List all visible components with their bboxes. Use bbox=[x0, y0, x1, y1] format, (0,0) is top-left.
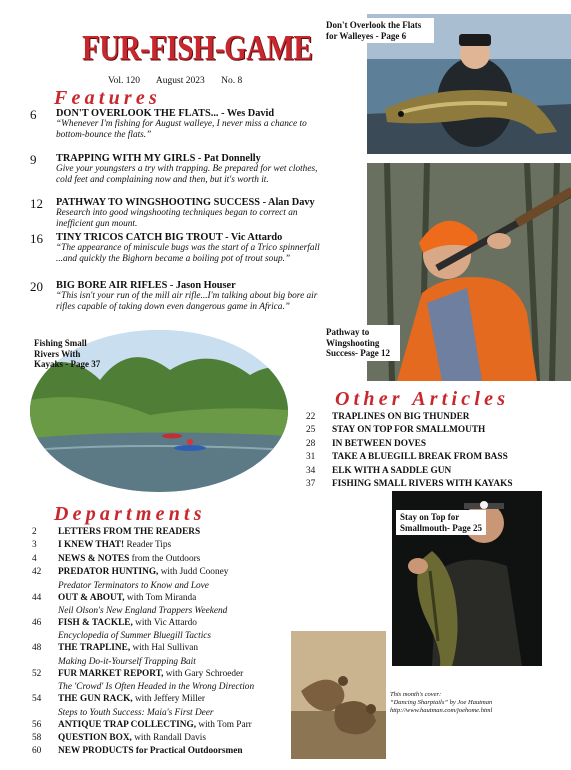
department-page: 52 bbox=[32, 668, 42, 679]
logo-text: FUR-FISH-GAME bbox=[82, 28, 313, 68]
article-title: ELK WITH A SADDLE GUN bbox=[332, 465, 452, 476]
department-host: with Tom Parr bbox=[196, 719, 252, 730]
department-item bbox=[32, 527, 322, 540]
department-item bbox=[32, 540, 322, 553]
feature-description: Give your youngsters a try with trapping. Be prepared for wet clothes, cold feet and complaining now and then, but it's worth it. bbox=[56, 164, 318, 185]
issue-date: August 2023 bbox=[155, 76, 205, 86]
other-article-item bbox=[306, 452, 536, 465]
article-page: 37 bbox=[306, 478, 316, 489]
feature-page: 9 bbox=[30, 152, 37, 167]
feature-author: - Pat Donnelly bbox=[195, 153, 261, 164]
other-articles-heading: Other Articles bbox=[335, 388, 510, 410]
department-title: ANTIQUE TRAP COLLECTING, bbox=[58, 719, 197, 730]
feature-author: - Wes David bbox=[218, 108, 275, 119]
feature-title: TRAPPING WITH MY GIRLS bbox=[56, 153, 196, 164]
features-heading: Features bbox=[54, 87, 161, 109]
feature-title: DON'T OVERLOOK THE FLATS... bbox=[56, 108, 219, 119]
feature-title: PATHWAY TO WINGSHOOTING SUCCESS bbox=[56, 197, 260, 208]
feature-description: Research into good wingshooting techniques began to correct an inefficient gun mount. bbox=[56, 208, 298, 229]
department-title: NEWS & NOTES bbox=[58, 553, 130, 564]
department-item bbox=[32, 694, 322, 707]
feature-page: 12 bbox=[30, 196, 43, 211]
other-article-item bbox=[306, 412, 536, 425]
department-title: NEW PRODUCTS for Practical Outdoorsmen bbox=[58, 746, 243, 757]
article-title: IN BETWEEN DOVES bbox=[332, 438, 427, 449]
walleye-caption: Don't Overlook the Flats for Walleyes - Page 6 bbox=[322, 18, 434, 43]
department-host: with Tom Miranda bbox=[124, 592, 197, 603]
feature-item bbox=[32, 280, 322, 313]
feature-title: BIG BORE AIR RIFLES bbox=[56, 280, 168, 291]
department-page: 44 bbox=[32, 592, 42, 603]
article-title: STAY ON TOP FOR SMALLMOUTH bbox=[332, 425, 486, 436]
feature-description: “The appearance of miniscule bugs was the start of a Trico spinnerfall ...and quickly the Bighorn became a boiling pot of trout soup.” bbox=[56, 243, 320, 264]
department-subtitle: Encyclopedia of Summer Bluegill Tactics bbox=[58, 631, 212, 642]
feature-description: “This isn't your run of the mill air rifle...I'm talking about big bore air rifles capable of taking down even dangerous game in Africa.” bbox=[56, 291, 318, 312]
feature-title: TINY TRICOS CATCH BIG TROUT bbox=[56, 232, 223, 243]
article-page: 25 bbox=[306, 425, 316, 436]
department-subtitle: Steps to Youth Success: Maia's First Deer bbox=[58, 707, 214, 718]
other-articles-list bbox=[306, 412, 536, 492]
department-item bbox=[32, 554, 322, 567]
department-page: 2 bbox=[32, 527, 37, 537]
feature-description: “Whenever I'm fishing for August walleye, I never miss a chance to bottom-bounce the flats.” bbox=[56, 119, 307, 140]
department-item bbox=[32, 733, 322, 746]
volume: Vol. 120 bbox=[108, 76, 141, 86]
other-article-item bbox=[306, 439, 536, 452]
department-title: I KNEW THAT! bbox=[58, 540, 125, 551]
issue-number: No. 8 bbox=[221, 76, 243, 86]
department-title: THE GUN RACK, bbox=[58, 694, 133, 705]
cover-painting bbox=[291, 631, 386, 759]
feature-author: - Jason Houser bbox=[167, 280, 236, 291]
department-page: 60 bbox=[32, 746, 42, 757]
department-subtitle: Predator Terminators to Know and Love bbox=[58, 580, 209, 591]
departments-heading: Departments bbox=[54, 503, 206, 525]
department-title: THE TRAPLINE, bbox=[58, 643, 131, 654]
other-article-item bbox=[306, 425, 536, 438]
cover-credit: This month's cover: “Dancing Sharptails” by Joe Hautman http://www.hautman.com/joehome.html bbox=[390, 691, 493, 714]
department-item bbox=[32, 618, 322, 631]
department-host: with Vic Attardo bbox=[132, 617, 197, 628]
department-page: 4 bbox=[32, 553, 37, 564]
feature-author: - Vic Attardo bbox=[222, 232, 283, 243]
article-page: 34 bbox=[306, 465, 316, 476]
department-title: LETTERS FROM THE READERS bbox=[58, 527, 201, 537]
feature-item bbox=[32, 108, 322, 141]
department-page: 48 bbox=[32, 643, 42, 654]
department-page: 46 bbox=[32, 617, 42, 628]
department-item bbox=[32, 643, 322, 656]
department-host: from the Outdoors bbox=[129, 553, 201, 564]
issue-info bbox=[108, 76, 256, 86]
feature-page: 20 bbox=[30, 279, 43, 294]
department-title: QUESTION BOX, bbox=[58, 732, 132, 743]
feature-item bbox=[32, 153, 322, 186]
article-page: 22 bbox=[306, 412, 316, 422]
department-item bbox=[32, 746, 322, 759]
feature-page: 6 bbox=[30, 107, 37, 122]
smallmouth-caption: Stay on Top for Smallmouth- Page 25 bbox=[396, 510, 486, 535]
department-item bbox=[32, 593, 322, 606]
department-page: 54 bbox=[32, 694, 42, 705]
department-page: 42 bbox=[32, 567, 42, 578]
feature-item bbox=[32, 232, 322, 265]
department-host: Reader Tips bbox=[124, 540, 172, 551]
department-subtitle: Neil Olson's New England Trappers Weekend bbox=[58, 605, 228, 616]
magazine-logo bbox=[82, 28, 313, 68]
department-item bbox=[32, 720, 322, 733]
departments-list bbox=[32, 527, 322, 760]
article-title: TRAPLINES ON BIG THUNDER bbox=[332, 412, 470, 422]
feature-author: - Alan Davy bbox=[260, 197, 315, 208]
department-title: FUR MARKET REPORT, bbox=[58, 668, 164, 679]
department-host: with Judd Cooney bbox=[158, 567, 229, 578]
department-item bbox=[32, 567, 322, 580]
department-host: with Randall Davis bbox=[131, 732, 206, 743]
feature-item bbox=[32, 197, 322, 230]
department-title: PREDATOR HUNTING, bbox=[58, 567, 159, 578]
article-page: 28 bbox=[306, 438, 316, 449]
department-item bbox=[32, 669, 322, 682]
department-title: FISH & TACKLE, bbox=[58, 617, 133, 628]
department-page: 56 bbox=[32, 719, 42, 730]
department-page: 58 bbox=[32, 732, 42, 743]
article-title: FISHING SMALL RIVERS WITH KAYAKS bbox=[332, 478, 513, 489]
hunter-caption: Pathway to Wingshooting Success- Page 12 bbox=[322, 325, 400, 361]
department-page: 3 bbox=[32, 540, 37, 551]
department-subtitle: The 'Crowd' Is Often Headed in the Wrong Direction bbox=[58, 682, 255, 693]
department-host: with Hal Sullivan bbox=[130, 643, 199, 654]
other-article-item bbox=[306, 466, 536, 479]
department-subtitle: Making Do-it-Yourself Trapping Bait bbox=[58, 656, 196, 667]
department-host: with Jeffery Miller bbox=[132, 694, 206, 705]
article-title: TAKE A BLUEGILL BREAK FROM BASS bbox=[332, 452, 508, 463]
department-title: OUT & ABOUT, bbox=[58, 592, 125, 603]
kayak-caption: Fishing Small Rivers With Kayaks - Page 37 bbox=[34, 338, 101, 369]
department-host: with Gary Schroeder bbox=[163, 668, 244, 679]
article-page: 31 bbox=[306, 452, 316, 463]
feature-page: 16 bbox=[30, 231, 43, 246]
